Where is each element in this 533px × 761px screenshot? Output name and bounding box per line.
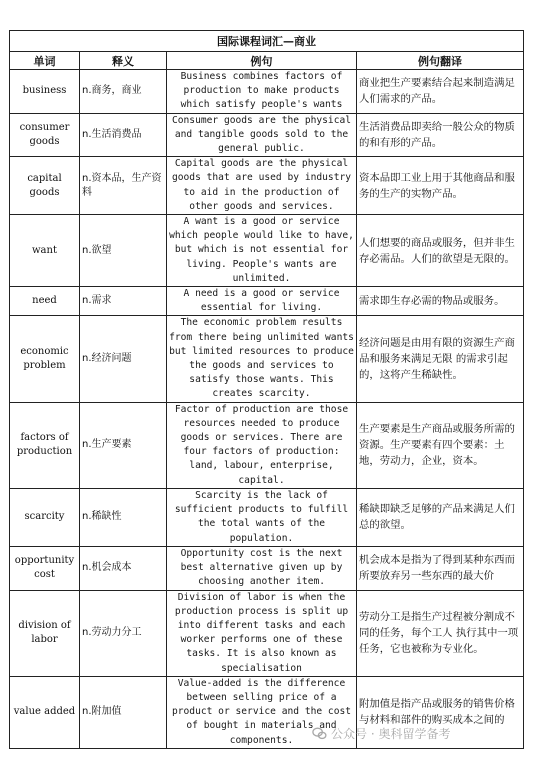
- row-word: scarcity: [10, 488, 80, 546]
- row-word: opportunity cost: [10, 546, 80, 590]
- row-translation: 劳动分工是指生产过程被分割成不同的任务，每个工人 执行其中一项任务，它也被称为专业化。: [357, 590, 524, 676]
- table-row: [10, 287, 524, 316]
- vocabulary-table: [9, 30, 524, 749]
- row-word: division of labor: [10, 590, 80, 676]
- row-example: Factor of production are those resources needed to produce goods or services. There are four factors of production: land, labour, enterprise, capital.: [167, 402, 357, 488]
- row-example: Division of labor is when the production process is split up into different tasks and each worker performs one of these tasks. It is also known as specialisation: [167, 590, 357, 676]
- header-translation: 例句翻译: [357, 52, 524, 70]
- table-row: [10, 215, 524, 287]
- row-translation: 生活消费品即卖给一般公众的物质的和有形的产品。: [357, 113, 524, 157]
- row-translation: 机会成本是指为了得到某种东西而所要放弃另一些东西的最大价: [357, 546, 524, 590]
- watermark-text: 公众号 · 奥科留学备考: [331, 726, 451, 741]
- row-word: capital goods: [10, 157, 80, 215]
- row-translation: 附加值是指产品或服务的销售价格与材料和部件的购买成本之间的: [357, 676, 524, 748]
- row-meaning: n.商务，商业: [80, 70, 167, 114]
- table-title: 国际课程词汇—商业: [10, 31, 524, 52]
- row-meaning: n.需求: [80, 287, 167, 316]
- row-meaning: n.机会成本: [80, 546, 167, 590]
- row-translation: 稀缺即缺乏足够的产品来满足人们总的欲望。: [357, 488, 524, 546]
- header-word: 单词: [10, 52, 80, 70]
- table-row: [10, 316, 524, 402]
- chat-bubble-icon: [312, 726, 327, 741]
- row-meaning: n.附加值: [80, 676, 167, 748]
- row-word: want: [10, 215, 80, 287]
- row-example: The economic problem results from there being unlimited wants but limited resources to produce the goods and services to satisfy those wants. This creates scarcity.: [167, 316, 357, 402]
- table-row: [10, 157, 524, 215]
- row-example: Scarcity is the lack of sufficient products to fulfill the total wants of the population.: [167, 488, 357, 546]
- table-row: [10, 113, 524, 157]
- row-meaning: n.欲望: [80, 215, 167, 287]
- table-row: [10, 590, 524, 676]
- row-meaning: n.资本品，生产资料: [80, 157, 167, 215]
- row-example: Business combines factors of production to make products which satisfy people's wants: [167, 70, 357, 114]
- row-example: A need is a good or service essential for living.: [167, 287, 357, 316]
- table-row: [10, 402, 524, 488]
- row-example: Capital goods are the physical goods that are used by industry to aid in the production of other goods and services.: [167, 157, 357, 215]
- table-row: [10, 488, 524, 546]
- row-meaning: n.劳动力分工: [80, 590, 167, 676]
- row-translation: 资本品即工业上用于其他商品和服务的生产的实物产品。: [357, 157, 524, 215]
- row-word: business: [10, 70, 80, 114]
- row-example: Value-added is the difference between selling price of a product or service and the cost of bought in materials and components.: [167, 676, 357, 748]
- row-translation: 商业把生产要素结合起来制造满足人们需求的产品。: [357, 70, 524, 114]
- row-word: factors of production: [10, 402, 80, 488]
- row-word: need: [10, 287, 80, 316]
- row-word: consumer goods: [10, 113, 80, 157]
- row-example: A want is a good or service which people would like to have, but which is not essential for living. People's wants are unlimited.: [167, 215, 357, 287]
- row-example: Consumer goods are the physical and tangible goods sold to the general public.: [167, 113, 357, 157]
- row-word: value added: [10, 676, 80, 748]
- row-example: Opportunity cost is the next best alternative given up by choosing another item.: [167, 546, 357, 590]
- row-word: economic problem: [10, 316, 80, 402]
- header-example: 例句: [167, 52, 357, 70]
- row-translation: 生产要素是生产商品或服务所需的资源。生产要素有四个要素：土地，劳动力，企业，资本。: [357, 402, 524, 488]
- row-meaning: n.经济问题: [80, 316, 167, 402]
- table-row: [10, 70, 524, 114]
- row-translation: 需求即生存必需的物品或服务。: [357, 287, 524, 316]
- watermark: [312, 724, 450, 742]
- row-translation: 经济问题是由用有限的资源生产商品和服务来满足无限 的需求引起的，这将产生稀缺性。: [357, 316, 524, 402]
- row-meaning: n.稀缺性: [80, 488, 167, 546]
- table-row: [10, 546, 524, 590]
- row-meaning: n.生产要素: [80, 402, 167, 488]
- row-translation: 人们想要的商品或服务，但并非生存必需品。人们的欲望是无限的。: [357, 215, 524, 287]
- header-meaning: 释义: [80, 52, 167, 70]
- row-meaning: n.生活消费品: [80, 113, 167, 157]
